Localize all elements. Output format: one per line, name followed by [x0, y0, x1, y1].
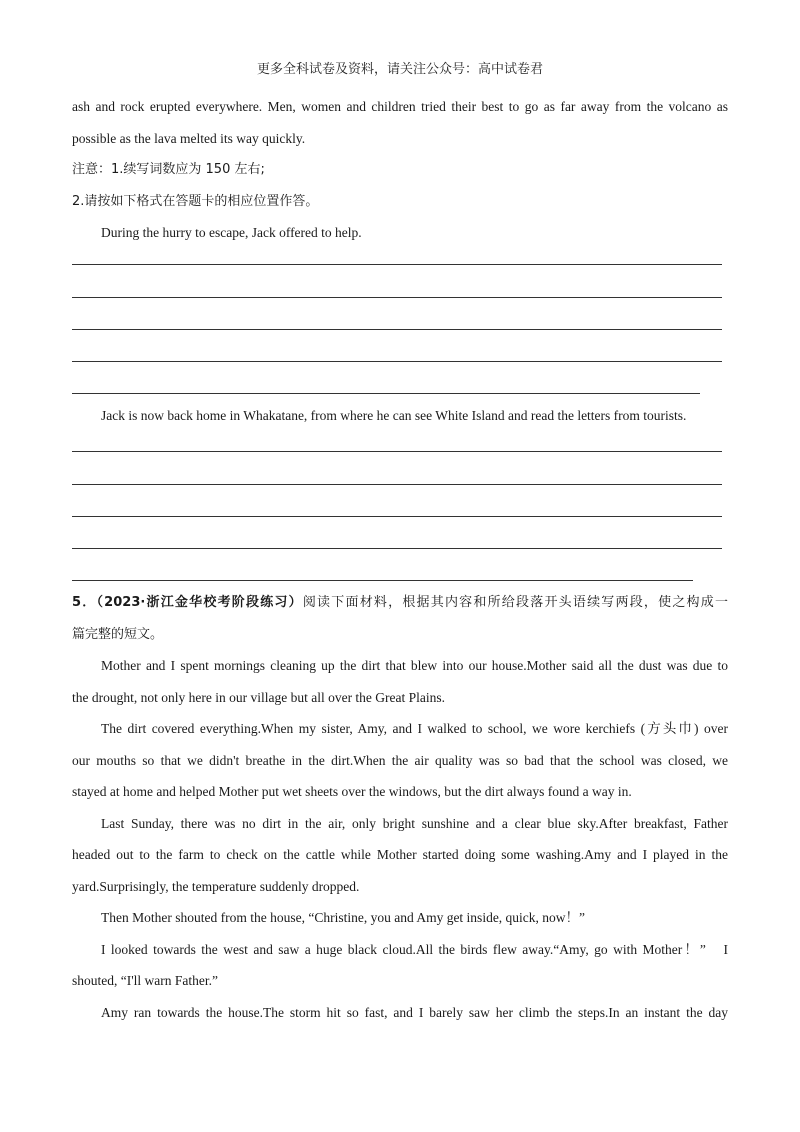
answer-line[interactable] — [72, 451, 722, 452]
passage-line: headed out to the farm to check on the cattle while Mother started doing some washing.Amy and I played in the — [72, 847, 728, 862]
intro-line-1: ash and rock erupted everywhere. Men, women and children tried their best to go as far away from the volcano as — [72, 99, 728, 114]
question-instruction: 阅读下面材料，根据其内容和所给段落开头语续写两段，使之构成一 — [302, 595, 728, 610]
passage-line: stayed at home and helped Mother put wet sheets over the windows, but the dirt always found a way in. — [72, 784, 632, 799]
passage-line: Last Sunday, there was no dirt in the air, only bright sunshine and a clear blue sky.After breakfast, Father — [101, 815, 728, 831]
passage-line: Amy ran towards the house.The storm hit so fast, and I barely saw her climb the steps.In an instant the day — [101, 1004, 728, 1020]
page-header: 更多全科试卷及资料，请关注公众号：高中试卷君 — [256, 62, 543, 77]
question-number: 5． — [72, 595, 97, 610]
intro-section — [72, 91, 728, 249]
answer-line[interactable] — [72, 329, 722, 330]
answer-line[interactable] — [72, 484, 722, 485]
note-format: 2.请按如下格式在答题卡的相应位置作答。 — [72, 193, 319, 209]
passage-line: the drought, not only here in our village but all over the Great Plains. — [72, 689, 446, 705]
passage-line: The dirt covered everything.When my sister, Amy, and I walked to school, we wore kerchiefs (方头巾) over — [101, 721, 728, 736]
passage-line: Then Mother shouted from the house, “Christine, you and Amy get inside, quick, now！” — [101, 910, 586, 925]
intro-line-2: possible as the lava melted its way quickly. — [72, 130, 306, 146]
paragraph-prompt-2: Jack is now back home in Whakatane, from where he can see White Island and read the letters from tourists. — [101, 408, 687, 423]
answer-line[interactable] — [72, 361, 722, 362]
answer-line[interactable] — [72, 548, 722, 549]
question-source: （2023·浙江金华校考阶段练习） — [96, 595, 303, 610]
passage-line: shouted, “I'll warn Father.” — [72, 973, 219, 988]
note-word-count: 注意：1.续写词数应为 150 左右; — [72, 162, 265, 177]
answer-line[interactable] — [72, 516, 722, 517]
answer-line[interactable] — [72, 297, 722, 298]
passage-line: yard.Surprisingly, the temperature suddenly dropped. — [72, 878, 360, 894]
answer-line[interactable] — [72, 264, 722, 265]
question-instruction-cont: 篇完整的短文。 — [72, 626, 164, 642]
answer-line[interactable] — [72, 580, 693, 581]
passage-line: Mother and I spent mornings cleaning up the dirt that blew into our house.Mother said all the dust was due to — [101, 658, 728, 673]
paragraph-prompt-1: During the hurry to escape, Jack offered to help. — [101, 225, 362, 240]
question-5 — [72, 587, 728, 1028]
passage-line: I looked towards the west and saw a huge black cloud.All the birds flew away.“Amy, go with Mother！” I — [101, 941, 728, 957]
prompt-2-block — [72, 400, 728, 432]
answer-line[interactable] — [72, 393, 700, 394]
question-5-heading — [72, 587, 728, 619]
passage-line: our mouths so that we didn't breathe in the dirt.When the air quality was so bad that the school was closed, we — [72, 752, 728, 768]
